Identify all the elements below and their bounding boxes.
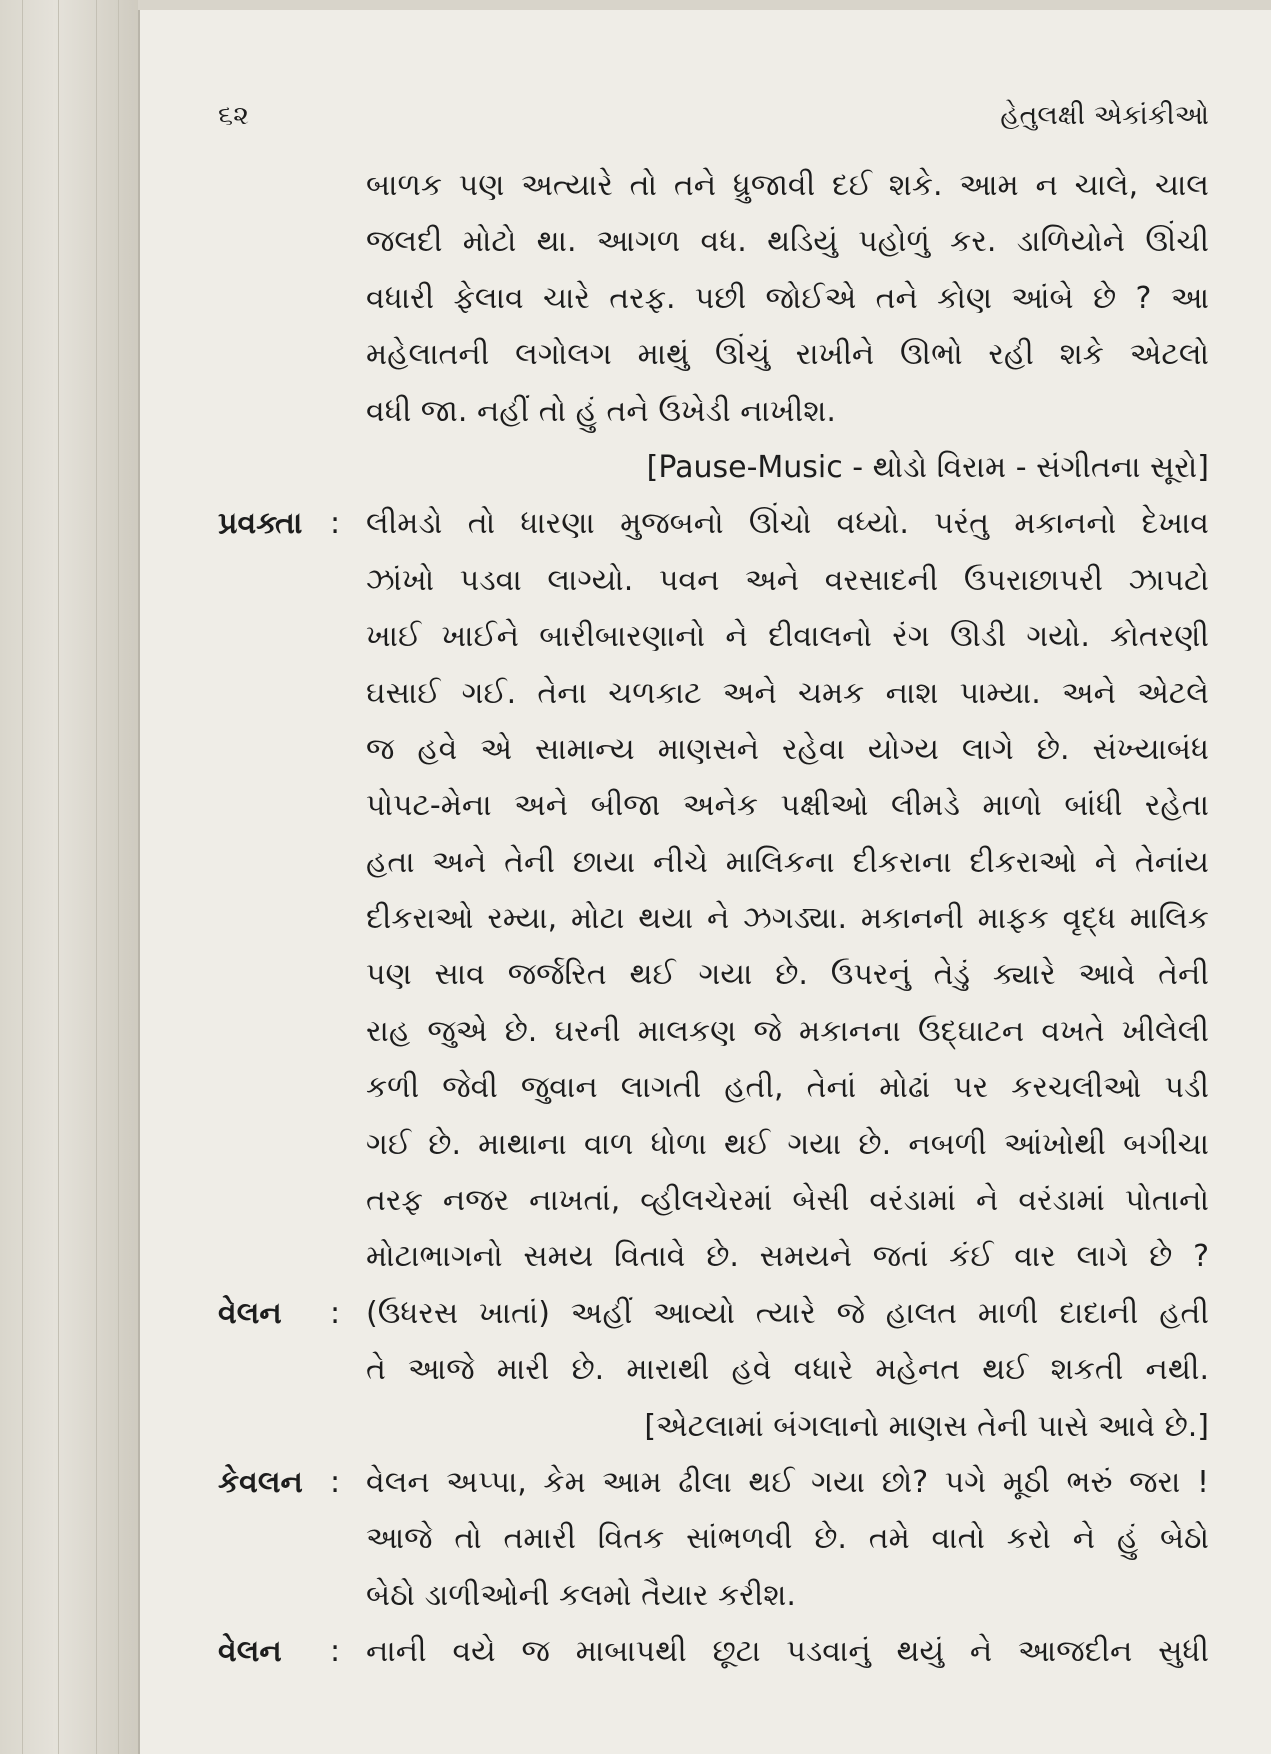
body-text-line: આજે તો તમારી વિતક સાંભળવી છે. તમે વાતો કરો ને હું બેઠો xyxy=(366,1521,1209,1557)
body-text-line: તે આજે મારી છે. મારાથી હવે વધારે મહેનત થઈ શકતી નથી. xyxy=(366,1352,1209,1388)
body-text-line: પણ સાવ જર્જરિત થઈ ગયા છે. ઉપરનું તેડું ક્યારે આવે તેની xyxy=(366,957,1209,993)
speaker-colon: : xyxy=(330,1295,341,1331)
stage-direction: [Pause-Music - થોડો વિરામ - સંગીતના સૂરો] xyxy=(646,449,1209,485)
book-edge-top xyxy=(138,0,1271,10)
stage-direction: [એટલામાં બંગલાનો માણસ તેની પાસે આવે છે.] xyxy=(644,1408,1209,1444)
body-text-line: વધારી ફેલાવ ચારે તરફ. પછી જોઈએ તને કોણ આંબે છે ? આ xyxy=(366,280,1209,316)
page-number: ૬૨ xyxy=(218,100,249,131)
body-text-line: ઝાંખો પડવા લાગ્યો. પવન અને વરસાદની ઉપરાછાપરી ઝાપટો xyxy=(366,562,1209,598)
body-text-line: બેઠો ડાળીઓની કલમો તૈયાર કરીશ. xyxy=(366,1577,796,1613)
dialogue-line xyxy=(218,1286,1209,1342)
body-text-line: પોપટ-મેના અને બીજા અનેક પક્ષીઓ લીમડે માળો બાંધી રહેતા xyxy=(366,788,1209,824)
body-text-line: બાળક પણ અત્યારે તો તને ધ્રુજાવી દઈ શકે. આમ ન ચાલે, ચાલ xyxy=(366,168,1209,203)
dialogue-line xyxy=(218,496,1209,552)
speaker-name: પ્રવક્તા xyxy=(218,506,303,542)
body-text-line: હતા અને તેની છાયા નીચે માલિકના દીકરાના દીકરાઓ ને તેનાંય xyxy=(366,844,1209,880)
body-text-line: ઘસાઈ ગઈ. તેના ચળકાટ અને ચમક નાશ પામ્યા. અને એટલે xyxy=(366,675,1209,711)
body-text-line: દીકરાઓ રમ્યા, મોટા થયા ને ઝગડ્યા. મકાનની માફક વૃદ્ધ માલિક xyxy=(366,901,1209,937)
body-text-line: ગઈ છે. માથાના વાળ ધોળા થઈ ગયા છે. નબળી આંખોથી બગીચા xyxy=(366,1126,1209,1162)
dialogue-line xyxy=(218,1624,1209,1680)
speech-text: નાની વયે જ માબાપથી છૂટા પડવાનું થયું ને આજદીન સુધી xyxy=(366,1634,1209,1670)
body-text-line: જ હવે એ સામાન્ય માણસને રહેવા યોગ્ય લાગે છે. સંખ્યાબંધ xyxy=(366,731,1209,767)
speaker-name: વેલન xyxy=(218,1634,282,1670)
page-header xyxy=(218,96,1209,136)
body-text-line: કળી જેવી જુવાન લાગતી હતી, તેનાં મોઢાં પર કરચલીઓ પડી xyxy=(366,1070,1209,1106)
speaker-name: વેલન xyxy=(218,1295,282,1331)
speech-text: વેલન અપ્પા, કેમ આમ ઢીલા થઈ ગયા છો? પગે મૂઠી ભરું જરા ! xyxy=(366,1464,1209,1500)
speech-text: (ઉધરસ ખાતાં) અહીં આવ્યો ત્યારે જે હાલત માળી દાદાની હતી xyxy=(366,1295,1209,1331)
speaker-name: કેવલન xyxy=(218,1464,303,1500)
book-edge-left xyxy=(0,0,140,1754)
speaker-colon: : xyxy=(330,1634,341,1670)
page-body xyxy=(218,158,1209,1681)
body-text-line: મહેલાતની લગોલગ માથું ઊંચું રાખીને ઊભો રહી શકે એટલો xyxy=(366,337,1209,373)
body-text-line: રાહ જુએ છે. ઘરની માલકણ જે મકાનના ઉદ્‌ઘાટન વખતે ખીલેલી xyxy=(366,1013,1209,1049)
body-text-line: જલદી મોટો થા. આગળ વધ. થડિયું પહોળું કર. ડાળિયોને ઊંચી xyxy=(366,224,1209,260)
speech-text: લીમડો તો ધારણા મુજબનો ઊંચો વધ્યો. પરંતુ મકાનનો દેખાવ xyxy=(366,506,1209,542)
body-text-line: ખાઈ ખાઈને બારીબારણાનો ને દીવાલનો રંગ ઊડી ગયો. કોતરણી xyxy=(366,619,1209,655)
dialogue-line xyxy=(218,1455,1209,1511)
running-title: હેતુલક્ષી એકાંકીઓ xyxy=(1000,100,1209,131)
speaker-colon: : xyxy=(330,1464,341,1500)
body-text-line: મોટાભાગનો સમય વિતાવે છે. સમયને જતાં કંઈ વાર લાગે છે ? xyxy=(366,1239,1209,1275)
body-text-line: તરફ નજર નાખતાં, વ્હીલચેરમાં બેસી વરંડામાં ને વરંડામાં પોતાનો xyxy=(366,1183,1209,1219)
speaker-colon: : xyxy=(330,506,341,542)
body-text-line: વધી જા. નહીં તો હું તને ઉખેડી નાખીશ. xyxy=(366,393,836,429)
